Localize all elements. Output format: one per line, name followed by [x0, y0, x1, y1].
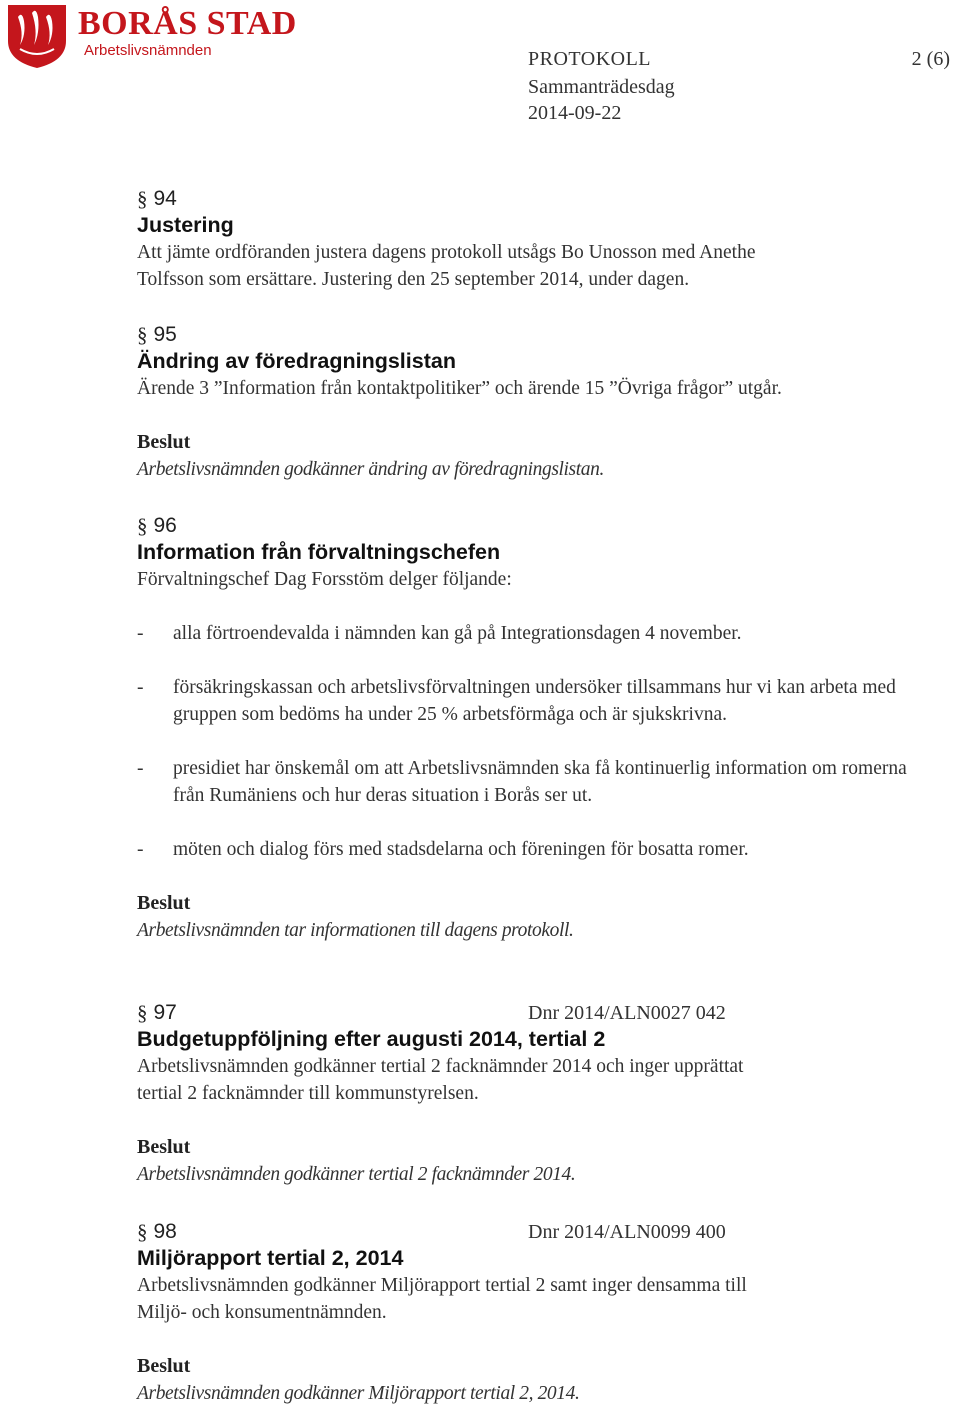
- paragraph-number: [137, 513, 927, 539]
- bullet-dash: -: [137, 839, 144, 860]
- list-item: [137, 674, 927, 728]
- doc-type: PROTOKOLL: [528, 48, 652, 70]
- section-sign: §: [137, 323, 148, 347]
- body-line: tertial 2 facknämnder till kommunstyrelsen.: [137, 1083, 479, 1104]
- section-sign: §: [137, 514, 148, 538]
- paragraph-number: [137, 1219, 927, 1245]
- paragraph-no: 95: [153, 323, 177, 346]
- coat-of-arms-icon: [6, 3, 68, 69]
- meeting-date: 2014-09-22: [528, 102, 622, 124]
- body-line: Arbetslivsnämnden godkänner Miljörapport tertial 2 samt inger densamma till: [137, 1275, 747, 1296]
- bullet-dash: -: [137, 623, 144, 644]
- org-subtitle: Arbetslivsnämnden: [84, 42, 212, 59]
- paragraph-no: 94: [153, 187, 177, 210]
- section-body: [137, 1053, 927, 1107]
- meeting-label: Sammanträdesdag: [528, 76, 675, 98]
- section-heading: Ändring av föredragningslistan: [137, 349, 456, 373]
- section-98: [137, 1219, 927, 1407]
- decision-text: Arbetslivsnämnden godkänner Miljörapport tertial 2, 2014.: [137, 1383, 580, 1404]
- section-body: Förvaltningschef Dag Forsstöm delger följande:: [137, 569, 512, 590]
- paragraph-number: [137, 1000, 927, 1026]
- list-item-text: presidiet har önskemål om att Arbetslivsnämnden ska få kontinuerlig information om romerna från Rumäniens och hur deras situation i Borås ser ut.: [173, 758, 907, 806]
- decision-label: Beslut: [137, 892, 191, 914]
- section-95: [137, 322, 927, 483]
- decision-text: Arbetslivsnämnden godkänner tertial 2 facknämnder 2014.: [137, 1164, 576, 1185]
- section-sign: §: [137, 1001, 148, 1025]
- section-96: [137, 513, 927, 944]
- bullet-dash: -: [137, 677, 144, 698]
- boras-stad-logo: [6, 3, 297, 69]
- section-97: [137, 1000, 927, 1188]
- bullet-dash: -: [137, 758, 144, 779]
- paragraph-number: [137, 186, 927, 212]
- section-heading: Information från förvaltningschefen: [137, 540, 501, 564]
- paragraph-no: 96: [153, 514, 177, 537]
- body-line: Tolfsson som ersättare. Justering den 25 september 2014, under dagen.: [137, 269, 690, 290]
- body-line: Arbetslivsnämnden godkänner tertial 2 facknämnder 2014 och inger upprättat: [137, 1056, 744, 1077]
- section-body: [137, 1272, 927, 1326]
- section-heading: Budgetuppföljning efter augusti 2014, tertial 2: [137, 1027, 606, 1051]
- section-body: [137, 239, 927, 293]
- section-heading: Miljörapport tertial 2, 2014: [137, 1246, 404, 1270]
- paragraph-number: [137, 322, 927, 348]
- decision-label: Beslut: [137, 1136, 191, 1158]
- section-94: [137, 186, 927, 293]
- list-item-text: möten och dialog förs med stadsdelarna och föreningen för bosatta romer.: [173, 839, 749, 860]
- list-item-text: försäkringskassan och arbetslivsförvaltningen undersöker tillsammans hur vi kan arbeta med gruppen som bedöms ha under 25 % arbetsförmåga och är sjukskrivna.: [173, 677, 896, 725]
- list-item: [137, 620, 927, 647]
- list-item: [137, 755, 927, 809]
- org-name: BORÅS STAD: [78, 5, 297, 42]
- diary-number: Dnr 2014/ALN0027 042: [528, 1002, 726, 1024]
- page-number: 2 (6): [911, 48, 950, 70]
- section-sign: §: [137, 187, 148, 211]
- diary-number: Dnr 2014/ALN0099 400: [528, 1221, 726, 1243]
- paragraph-no: 97: [153, 1001, 177, 1024]
- section-heading: Justering: [137, 213, 234, 237]
- list-item-text: alla förtroendevalda i nämnden kan gå på Integrationsdagen 4 november.: [173, 623, 742, 644]
- decision-text: Arbetslivsnämnden tar informationen till dagens protokoll.: [137, 920, 574, 941]
- paragraph-no: 98: [153, 1220, 177, 1243]
- body-line: Att jämte ordföranden justera dagens protokoll utsågs Bo Unosson med Anethe: [137, 242, 756, 263]
- decision-label: Beslut: [137, 431, 191, 453]
- decision-text: Arbetslivsnämnden godkänner ändring av föredragningslistan.: [137, 459, 604, 480]
- section-sign: §: [137, 1220, 148, 1244]
- section-body: Ärende 3 ”Information från kontaktpolitiker” och ärende 15 ”Övriga frågor” utgår.: [137, 378, 782, 399]
- list-item: [137, 836, 927, 863]
- decision-label: Beslut: [137, 1355, 191, 1377]
- body-line: Miljö- och konsumentnämnden.: [137, 1302, 387, 1323]
